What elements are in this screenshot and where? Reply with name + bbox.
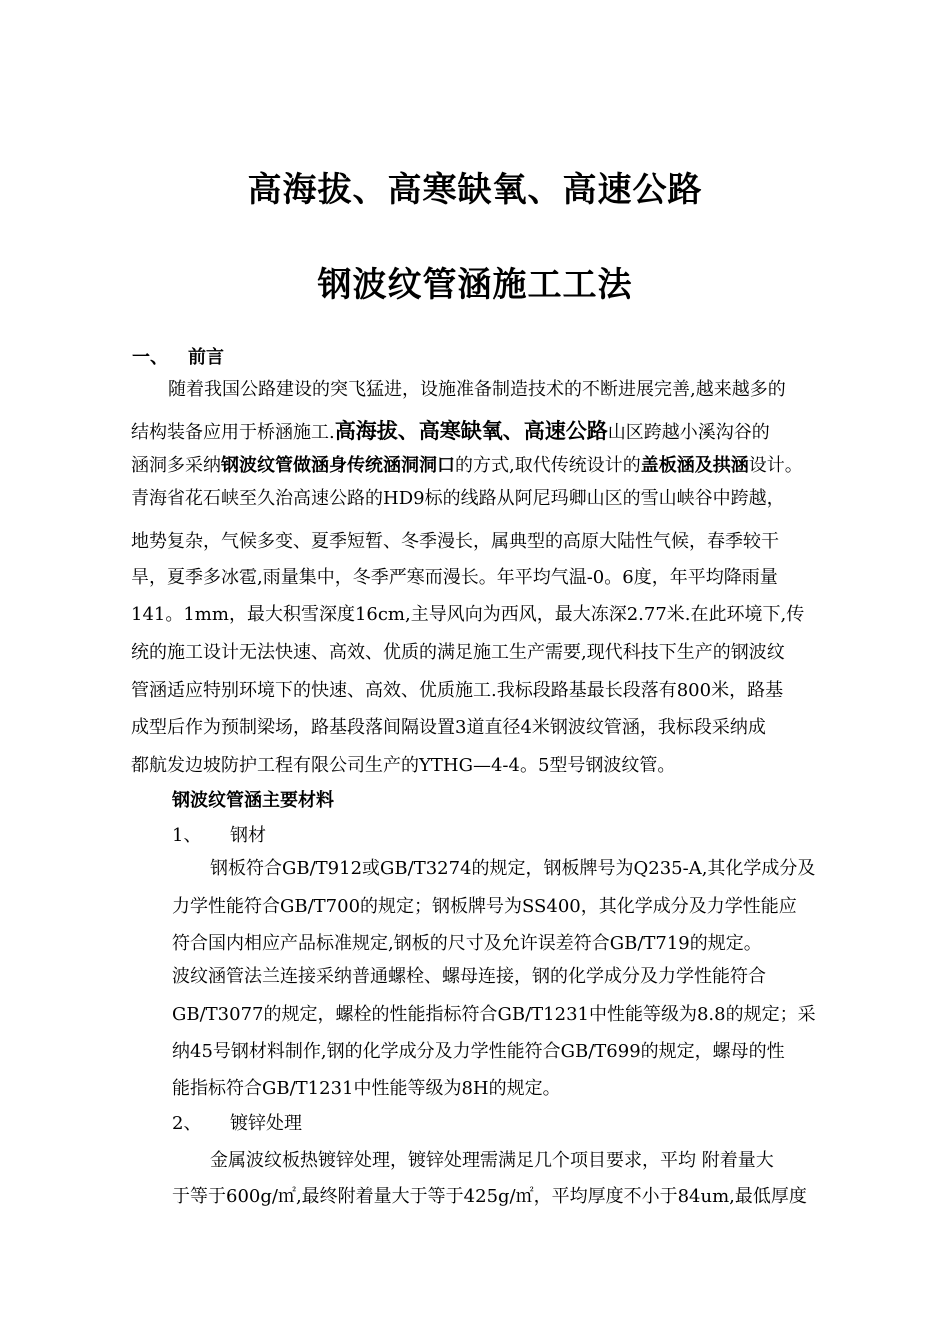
intro-line: 管涵适应特别环境下的快速、高效、优质施工.我标段路基最长段落有800米，路基 <box>131 680 784 701</box>
item-title: 镀锌处理 <box>230 1113 302 1134</box>
section-number: 一、 <box>132 347 168 368</box>
title-line-1: 高海拔、高寒缺氧、高速公路 <box>247 170 703 210</box>
intro-line: 都航发边坡防护工程有限公司生产的YTHG—4-4。5型号钢波纹管。 <box>131 755 676 776</box>
intro-line <box>131 454 803 478</box>
intro-text: 山区跨越小溪沟谷的 <box>607 422 770 443</box>
steel-line: 能指标符合GB/T1231中性能等级为8H的规定。 <box>172 1078 561 1099</box>
steel-line: 纳45号钢材料制作,钢的化学成分及力学性能符合GB/T699的规定，螺母的性 <box>172 1041 785 1062</box>
steel-line: 波纹涵管法兰连接采纳普通螺栓、螺母连接，钢的化学成分及力学性能符合 <box>172 966 766 987</box>
intro-text: 涵洞多采纳 <box>131 455 221 476</box>
intro-line: 141。1mm，最大积雪深度16cm,主导风向为西风，最大冻深2.77米.在此环境下,传 <box>131 604 805 625</box>
zinc-line: 于等于600g/㎡,最终附着量大于等于425g/㎡，平均厚度不小于84um,最低厚度 <box>172 1186 807 1207</box>
steel-line: 力学性能符合GB/T700的规定；钢板牌号为SS400，其化学成分及力学性能应 <box>172 896 797 917</box>
steel-line: GB/T3077的规定，螺栓的性能指标符合GB/T1231中性能等级为8.8的规定；采 <box>172 1004 816 1025</box>
item-title: 钢材 <box>230 825 266 846</box>
intro-text: 的方式,取代传统设计的 <box>455 455 641 476</box>
intro-line: 地势复杂，气候多变、夏季短暂、冬季漫长，属典型的高原大陆性气候，春季较干 <box>131 531 779 552</box>
intro-line: 青海省花石峡至久治高速公路的HD9标的线路从阿尼玛卿山区的雪山峡谷中跨越， <box>131 488 785 509</box>
intro-text: 设计。 <box>748 455 803 476</box>
zinc-line: 金属波纹板热镀锌处理，镀锌处理需满足几个项目要求，平均 附着量大 <box>210 1150 774 1171</box>
intro-line <box>131 419 770 445</box>
intro-emphasis: 盖板涵及拱涵 <box>640 455 749 476</box>
item-number: 1、 <box>172 825 202 846</box>
intro-text: 结构装备应用于桥涵施工. <box>131 422 335 443</box>
intro-emphasis: 钢波纹管做涵身传统涵洞洞口 <box>221 455 455 476</box>
intro-line: 随着我国公路建设的突飞猛进，设施准备制造技术的不断进展完善,越来越多的 <box>168 379 786 400</box>
intro-line: 成型后作为预制梁场，路基段落间隔设置3道直径4米钢波纹管涵，我标段采纳成 <box>131 717 766 738</box>
intro-line: 旱，夏季多冰雹,雨量集中，冬季严寒而漫长。年平均气温-0。6度，年平均降雨量 <box>131 567 778 588</box>
steel-line: 符合国内相应产品标准规定,钢板的尺寸及允许误差符合GB/T719的规定。 <box>172 933 762 954</box>
item-number: 2、 <box>172 1113 202 1134</box>
steel-line: 钢板符合GB/T912或GB/T3274的规定，钢板牌号为Q235-A,其化学成分及 <box>210 858 816 879</box>
section-title: 前言 <box>188 347 224 368</box>
intro-line: 统的施工设计无法快速、高效、优质的满足施工生产需要,现代科技下生产的钢波纹 <box>131 642 785 663</box>
title-line-2: 钢波纹管涵施工工法 <box>317 265 633 305</box>
intro-emphasis: 高海拔、高寒缺氧、高速公路 <box>334 418 608 443</box>
materials-heading: 钢波纹管涵主要材料 <box>172 790 334 811</box>
